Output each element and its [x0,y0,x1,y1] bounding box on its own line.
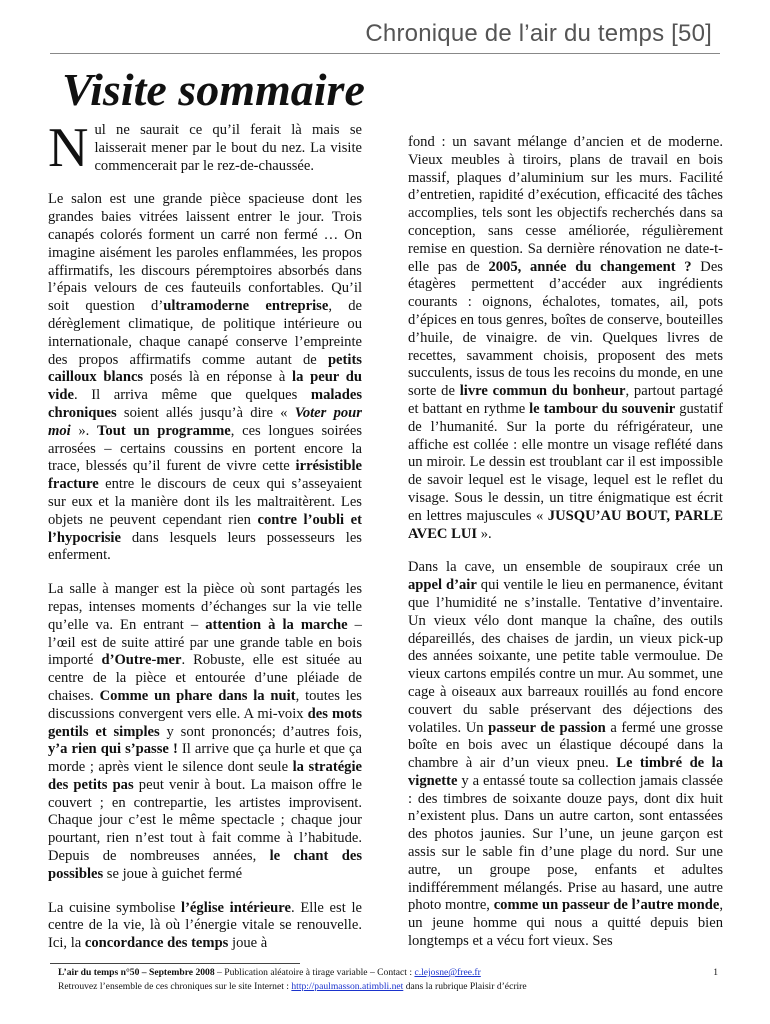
bold-phrase: y’a rien qui s’passe ! [48,741,178,758]
footer-rule [50,963,300,964]
text-run: – l’œil est de suite attiré par une grande table en bois importé [48,616,362,669]
bold-phrase: comme un passeur de l’autre monde [493,897,720,914]
paragraph-kitchen-end [408,134,723,543]
bold-phrase: Le timbré de la vignette [408,755,723,789]
text-run: dans lesquels leurs possesseurs les enferment. [48,529,362,564]
footer-issue: L’air du temps n°50 – Septembre 2008 [58,967,215,978]
left-column [48,117,363,969]
text-run: ». [70,422,98,439]
bold-phrase: passeur de passion [488,719,606,736]
bold-phrase: Tout un programme [97,422,231,439]
bold-phrase: concordance des temps [84,935,229,952]
text-run: . Elle est le centre de la vie, là où l’énergie vitale se renouvelle. Ici, la [48,899,362,952]
text-run: a fermé une grosse boîte en bois avec un élastique découpé dans la chambre à air d’un vieux pneu. [408,719,723,772]
text-run: La salle à manger est la pièce où sont partagés les repas, intenses moments d’échanges sur la vie telle qu’elle va. En entrant – [48,581,362,633]
text-run: fond : un savant mélange d’ancien et de moderne. Vieux meubles à tiroirs, plans de travail en bois massif, plaques d’aluminium sur les murs. Facilité d’entretien, rapidité d’exécution, efficacité des tâches accomplies, tels sont les objectifs recherchés dans sa conception, sans cesse améliorée, régulièrement remise en question. Sa dernière rénovation ne date-t-elle pas de [408,134,723,275]
bold-phrase: la stratégie des petits pas [48,759,362,793]
text-run: Des étagères permettent d’accéder aux ingrédients courants : oignons, échalotes, tomates, ail, pots d’épices en tous genres, boîtes de conserve, bouteilles d’huile, de vinaigre. de vin. Quelques livres de recettes, savamment choisis, proposent des mets succulents, issus de tous les recoins du monde, en une sorte de [408,258,723,400]
bold-phrase: le tambour du souvenir [529,400,676,417]
bold-phrase: Comme un phare dans la nuit [99,687,296,704]
footer [58,966,718,994]
bold-phrase: 2005, année du changement ? [488,258,692,275]
text-run: , de dérèglement climatique, de politique intérieure ou internationale, chaque canapé conserve l’empreinte des propos affirmatifs comme autant de [48,298,362,368]
bold-phrase: appel d’air [408,577,477,594]
paragraph-cellar [408,559,723,951]
bold-phrase: livre commun du bonheur [459,383,626,400]
bold-phrase: JUSQU’AU BOUT, PARLE AVEC LUI [408,507,723,542]
text-run: posés là en réponse à [143,369,293,386]
contact-email-link[interactable]: c.lejosne@free.fr [414,967,481,978]
right-column [408,134,723,967]
paragraph-salon [48,191,362,565]
text-run: soient allés jusqu’à dire « [116,404,295,421]
bold-phrase: irrésistible fracture [48,458,362,493]
text-run: gustatif de l’humanité. Sur la porte du réfrigérateur, une affiche est collée : elle montre un visage reflété dans un miroir. Le dessin est troublant car il est impossible de savoir lequel est le visage, lequel est le reflet du visage. Sous le dessin, un titre énigmatique est écrit en lettres majuscules « [408,400,723,524]
bold-phrase: malades chroniques [48,387,362,421]
bold-italic-phrase: Voter pour moi [48,404,362,439]
bold-phrase: ultramoderne entreprise [163,298,329,315]
text-run: y a entassé toute sa collection jamais classée : des timbres de soixante douze pays, dont dix huit n’existent plus. Dans un autre carton, sont entassées des photos jaunies. Sur l’une, un jeune garçon est assis sur le sable fin d’une plage du nord. Sur une autre, un groupe pose, enfants et adultes indifféremment mélangés. Prise au hasard, une autre photo montre, [408,772,723,914]
text-run: , partout partagé et battant en rythme [408,383,723,417]
footer-site-text: Retrouvez l’ensemble de ces chroniques sur le site Internet : [58,981,292,992]
footer-publication: – Publication aléatoire à tirage variable – Contact : [214,967,415,978]
text-run: . Robuste, elle est située au centre de la pièce et entourée d’une pléiade de chaises. [48,652,362,704]
text-run: , ces longues soirées arrosées – certains coussins en portent encore la trace, blessés qu’il furent de vivre cette [48,422,363,475]
text-run: . Il arriva même que quelques [73,387,311,404]
text-run: entre le discours de ceux qui s’asseyaient sur eux et la manière dont ils les maltraitèrent. Les objets ne peuvent cependant rien [48,476,362,528]
website-link[interactable]: http://paulmasson.atimbli.net [291,981,404,992]
footer-site-tail: dans la rubrique Plaisir d’écrire [403,981,527,992]
text-run: qui ventile le lieu en permanence, évitant que l’humidité ne s’installe. Tentative d’inventaire. Un vieux vélo dont manque la chaîne, des outils dépareillés, des chaises de jardin, un vieux pick-up des années soixante, une petite table vermoulue. De vieux cartons empilés contre un mur. Au sommet, une cage à oiseaux aux barreaux rouillés au fond encore couvert du sable préservant des déjections des volatiles. Un [408,577,723,736]
bold-phrase: la peur du vide [48,369,362,404]
text-run: se joue à guichet fermé [103,865,243,882]
text-run: ». [477,525,492,542]
text-run: Le salon est une grande pièce spacieuse dont les grandes baies vitrées laissent entrer le jour. Trois canapés colorés forment un carré non fermé … On imagine aisément les paroles enflammées, les propos affirmatifs, les discours péremptoires absorbés dans l’épais velours de ces fauteuils confortables. Qu’il soit question d’ [48,191,362,315]
text-run: peut venir à bout. La maison offre le couvert ; en contrepartie, les artistes improvisent. Chaque jour c’est le même spectacle ; chaque jour pourtant, rien n’est tout à fait comme à l’habitude. Depuis de nombreuses années, [48,776,362,865]
bold-phrase: contre l’oubli et l’hypocrisie [48,511,362,546]
text-run: , un jeune homme qui nous a quitté depuis bien longtemps et a vécu fort vieux. Ses [408,897,723,950]
header-rule [50,53,720,54]
paragraph-intro [48,117,362,179]
text-run: joue à [228,935,268,952]
bold-phrase: d’Outre-mer [101,652,182,669]
bold-phrase: petits cailloux blancs [48,351,362,386]
text-run: , toutes les discussions convergent vers elle. A mi-voix [48,687,362,722]
paragraph-dining-room [48,581,362,884]
article-title: Visite sommaire [62,64,365,115]
bold-phrase: attention à la marche [205,616,348,633]
bold-phrase: des mots gentils et simples [48,705,362,740]
footer-line-2 [58,980,718,994]
running-header: Chronique de l’air du temps [50] [365,20,712,47]
drop-cap: N [48,117,89,179]
text-run: y sont prononcés; d’autres fois, [159,723,362,740]
text-run: Dans la cave, un ensemble de soupiraux crée un [408,559,723,576]
text-run: La cuisine symbolise [48,899,182,916]
intro-text: ul ne saurait ce qu’il ferait là mais se laisserait mener par le bout du nez. La visite commencerait par le rez-de-chaussée. [94,122,362,174]
bold-phrase: le chant des possibles [48,848,363,882]
text-run: Il arrive que ça hurle et que ça morde ; après vient le silence dont seule [48,741,362,776]
footer-line-1 [58,966,718,980]
paragraph-kitchen-start [48,900,362,953]
page-number: 1 [713,967,718,978]
bold-phrase: l’église intérieure [181,899,291,916]
